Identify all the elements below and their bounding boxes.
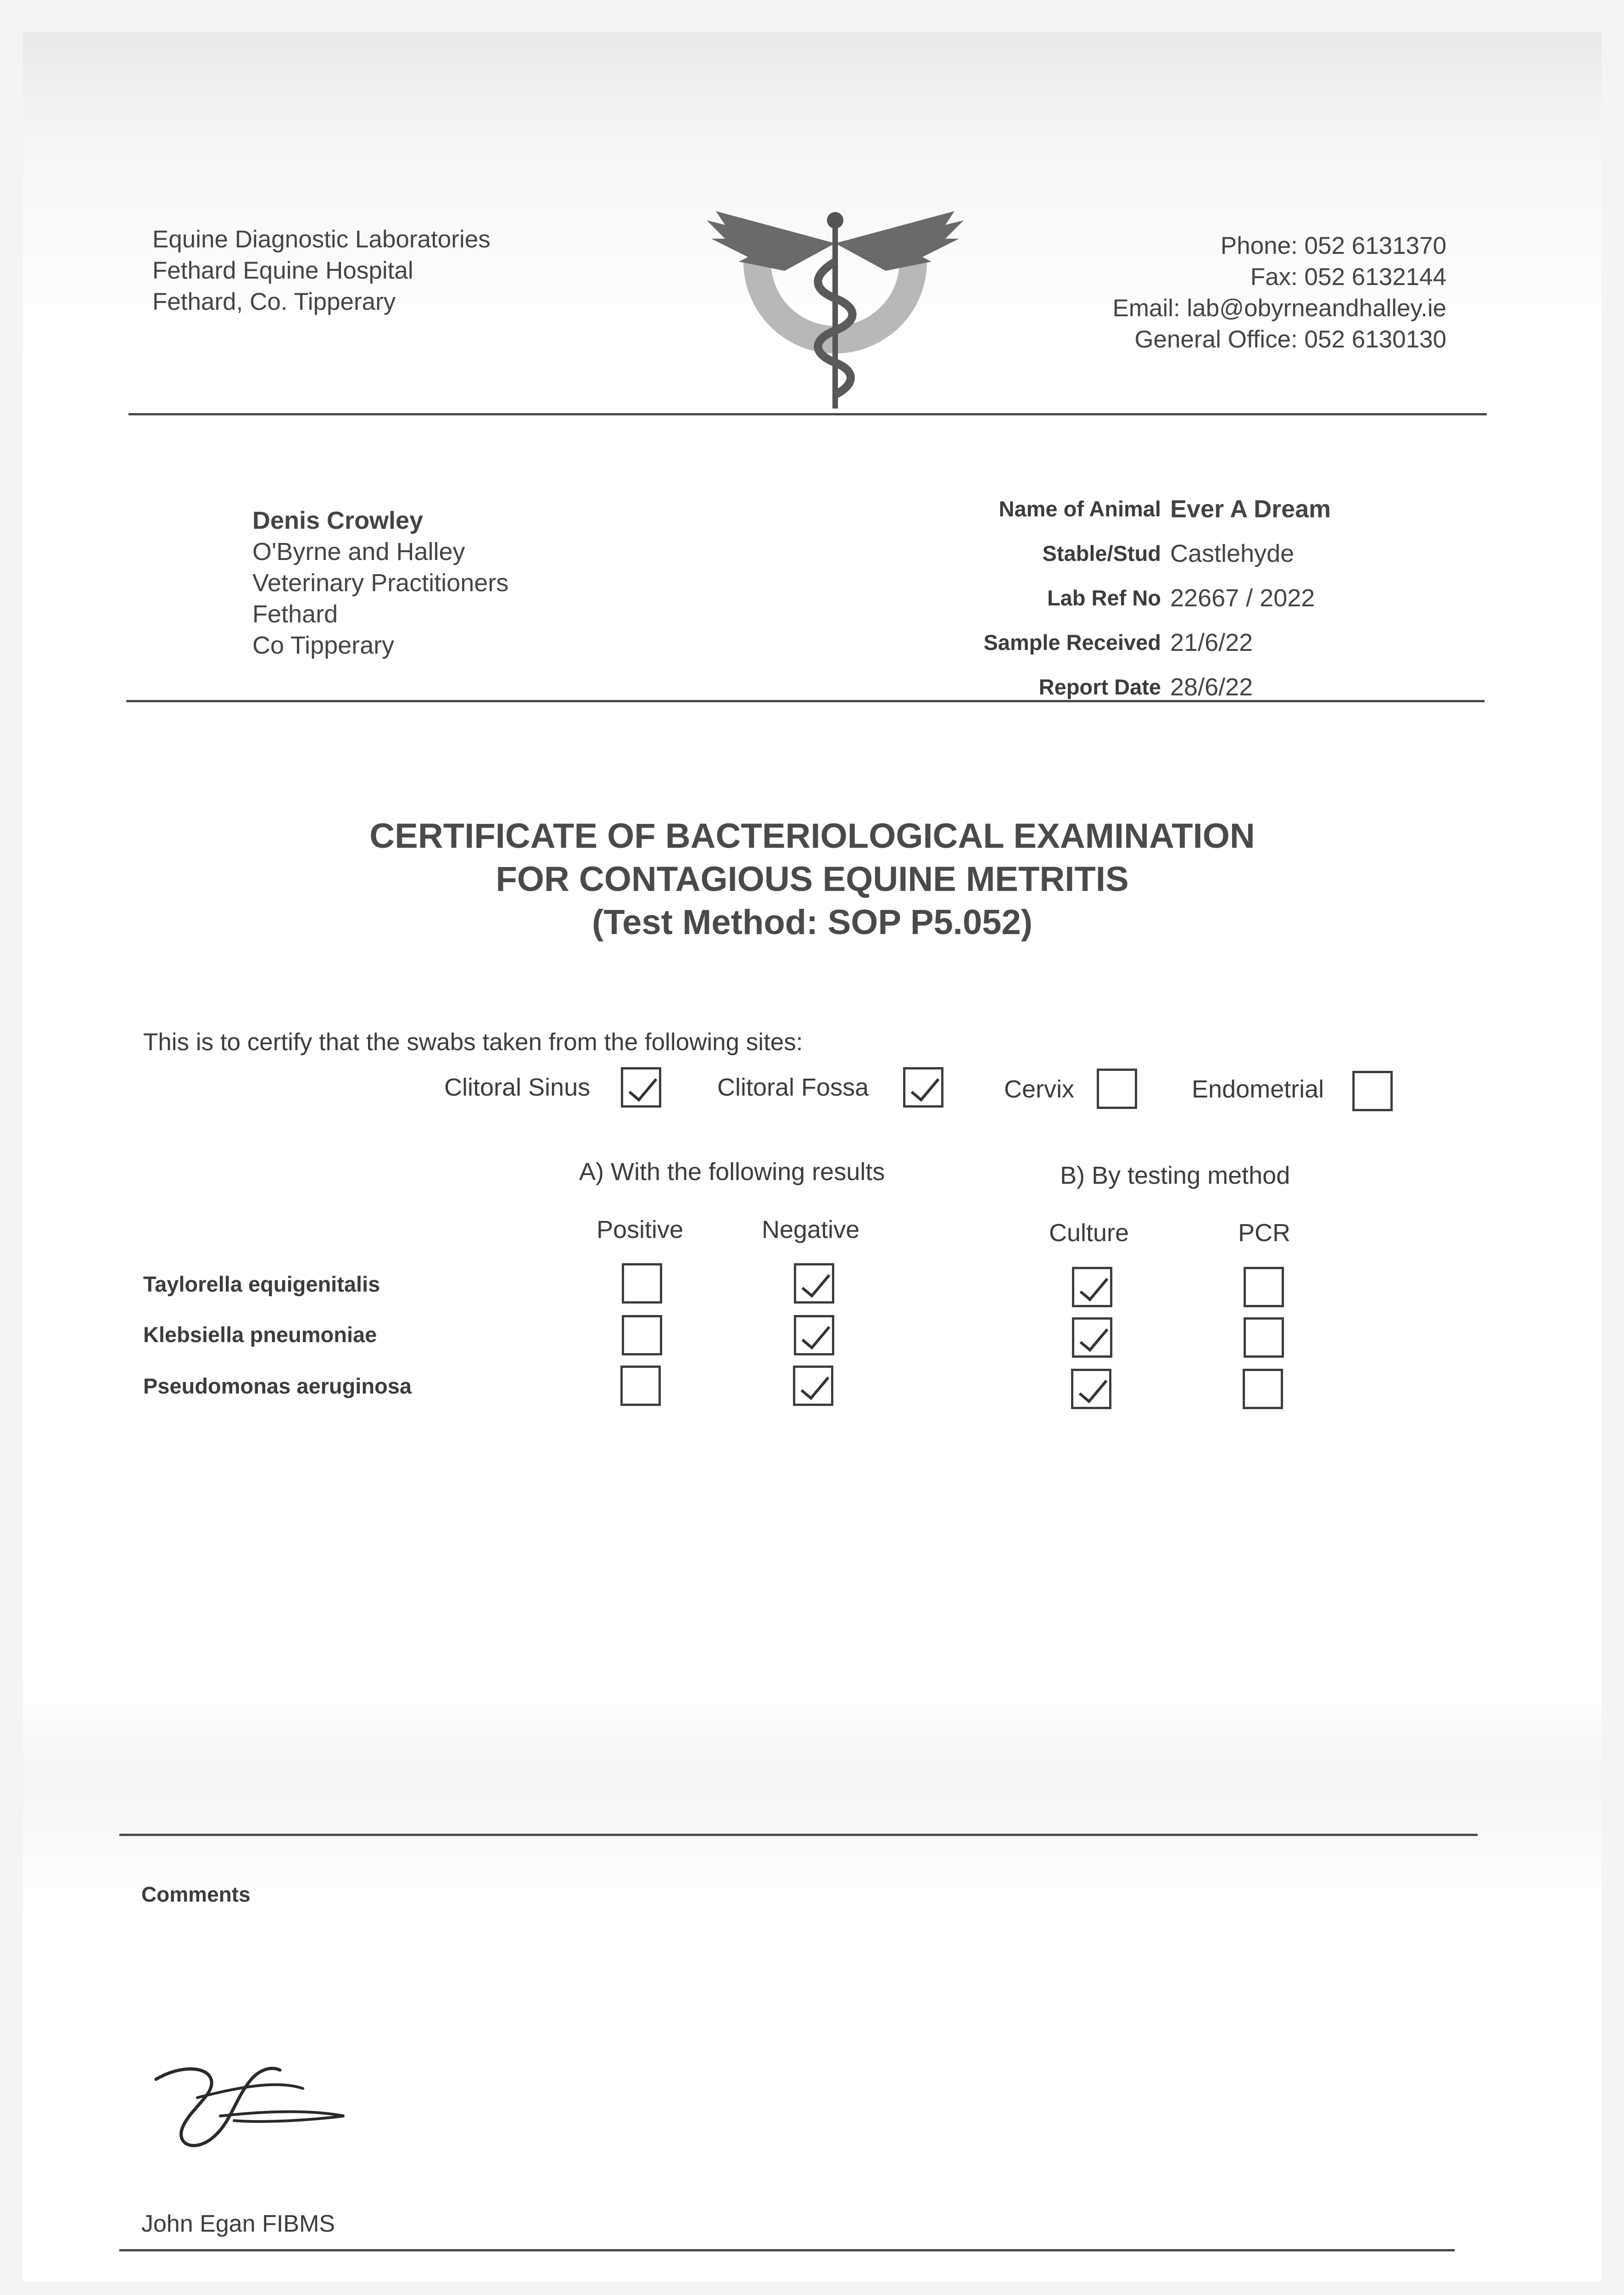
section-a-heading: A) With the following results [579, 1158, 885, 1186]
positive-checkbox-taylorella[interactable] [622, 1263, 662, 1304]
recipient-name: Denis Crowley [252, 507, 424, 534]
lab-ref-number: 22667 / 2022 [1170, 584, 1315, 612]
negative-checkbox-taylorella[interactable] [794, 1263, 834, 1304]
recipient-type: Veterinary Practitioners [252, 569, 509, 597]
certificate-page [23, 32, 1602, 2281]
site-checkbox-endometrial[interactable] [1352, 1071, 1393, 1111]
column-negative: Negative [762, 1216, 860, 1243]
culture-checkbox-klebsiella[interactable] [1072, 1317, 1112, 1358]
lab-location: Fethard, Co. Tipperary [152, 288, 396, 315]
signer-name: John Egan FIBMS [141, 2211, 335, 2237]
header-divider [128, 413, 1487, 415]
sample-details [922, 487, 1331, 709]
details-divider [126, 700, 1484, 702]
recipient-practice: O'Byrne and Halley [252, 538, 465, 565]
meta-row-animal [922, 487, 1331, 531]
phone-number: Phone: 052 6131370 [1220, 232, 1446, 259]
meta-row-stable [922, 531, 1331, 576]
lab-hospital: Fethard Equine Hospital [152, 257, 413, 284]
column-culture: Culture [1049, 1219, 1129, 1247]
meta-row-labref [922, 576, 1331, 620]
lab-address [152, 224, 491, 318]
email-address: Email: lab@obyrneandhalley.ie [1112, 295, 1446, 322]
column-positive: Positive [597, 1216, 684, 1243]
meta-row-received [922, 620, 1331, 665]
meta-label: Sample Received [983, 630, 1161, 655]
comments-label: Comments [141, 1882, 251, 1906]
column-pcr: PCR [1238, 1219, 1291, 1247]
footer-divider [119, 2249, 1455, 2251]
intro-text: This is to certify that the swabs taken from the following sites: [143, 1029, 803, 1056]
meta-label: Stable/Stud [1042, 541, 1161, 565]
animal-name: Ever A Dream [1170, 495, 1331, 523]
general-office-number: General Office: 052 6130130 [1134, 326, 1446, 353]
site-checkbox-cervix[interactable] [1097, 1069, 1137, 1109]
negative-checkbox-klebsiella[interactable] [794, 1315, 834, 1355]
signature [142, 2047, 363, 2166]
site-label-endometrial: Endometrial [1192, 1075, 1324, 1103]
organism-klebsiella: Klebsiella pneumoniae [143, 1322, 377, 1347]
pcr-checkbox-klebsiella[interactable] [1244, 1317, 1284, 1358]
section-b-heading: B) By testing method [1060, 1162, 1290, 1189]
title-line-1: CERTIFICATE OF BACTERIOLOGICAL EXAMINATION [369, 817, 1255, 856]
meta-label: Name of Animal [999, 497, 1161, 521]
recipient-county: Co Tipperary [252, 632, 395, 659]
title-line-2: FOR CONTAGIOUS EQUINE METRITIS [496, 860, 1129, 899]
site-label-cervix: Cervix [1004, 1075, 1075, 1103]
recipient-address [252, 505, 508, 661]
title-line-3: (Test Method: SOP P5.052) [592, 903, 1033, 942]
meta-row-report [922, 665, 1331, 709]
lab-name: Equine Diagnostic Laboratories [152, 226, 491, 253]
fax-number: Fax: 052 6132144 [1250, 263, 1446, 291]
meta-label: Lab Ref No [1047, 586, 1161, 610]
pcr-checkbox-pseudomonas[interactable] [1243, 1369, 1283, 1409]
report-date: 28/6/22 [1170, 673, 1253, 701]
positive-checkbox-klebsiella[interactable] [622, 1315, 662, 1355]
pcr-checkbox-taylorella[interactable] [1244, 1267, 1284, 1307]
meta-label: Report Date [1038, 675, 1161, 699]
site-checkbox-clitoral-fossa[interactable] [903, 1067, 943, 1108]
certificate-title [23, 815, 1602, 944]
negative-checkbox-pseudomonas[interactable] [793, 1366, 833, 1406]
lab-contact [1112, 230, 1446, 355]
culture-checkbox-pseudomonas[interactable] [1071, 1369, 1111, 1409]
caduceus-horseshoe-icon [698, 193, 973, 413]
comments-divider [119, 1834, 1478, 1836]
organism-pseudomonas: Pseudomonas aeruginosa [143, 1374, 412, 1398]
sample-received-date: 21/6/22 [1170, 628, 1253, 656]
culture-checkbox-taylorella[interactable] [1072, 1267, 1112, 1307]
site-label-clitoral-fossa: Clitoral Fossa [717, 1074, 869, 1101]
site-label-clitoral-sinus: Clitoral Sinus [444, 1074, 591, 1101]
stable-name: Castlehyde [1170, 539, 1295, 567]
recipient-town: Fethard [252, 600, 338, 628]
organism-taylorella: Taylorella equigenitalis [143, 1272, 380, 1296]
positive-checkbox-pseudomonas[interactable] [620, 1366, 661, 1406]
site-checkbox-clitoral-sinus[interactable] [621, 1067, 661, 1108]
